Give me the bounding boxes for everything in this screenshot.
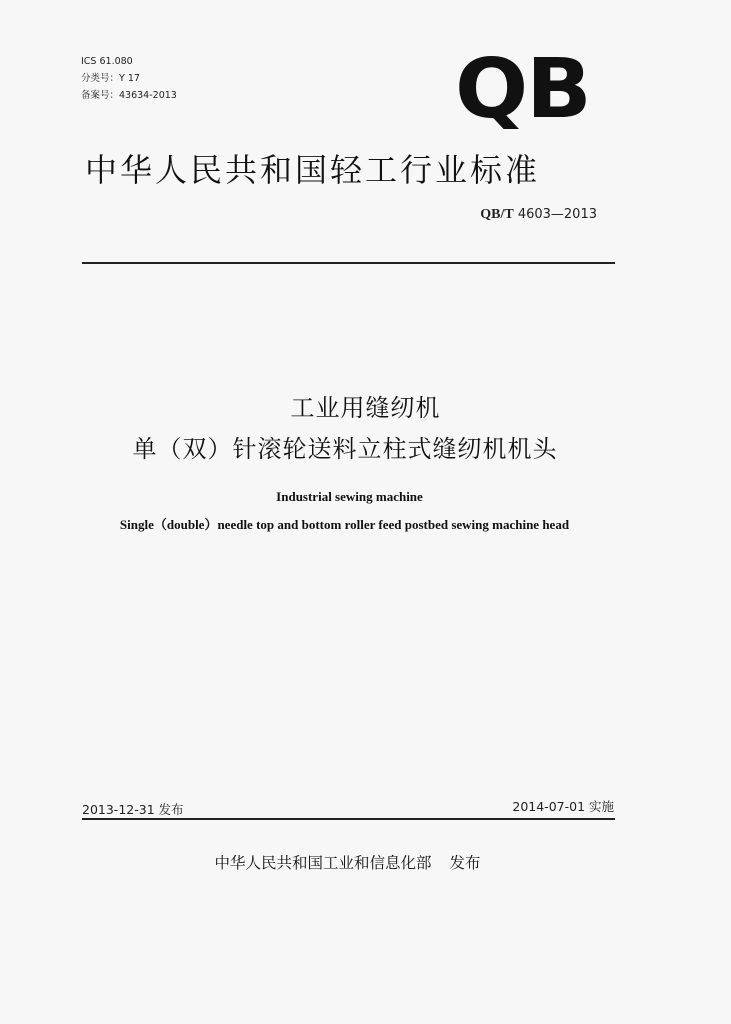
publisher-line: [0, 851, 695, 873]
standard-code: 4603—2013: [517, 207, 597, 222]
publisher-action: 发布: [449, 854, 481, 872]
standard-number: [480, 207, 597, 223]
bottom-divider: [82, 818, 615, 820]
title-english-line2: Single（double）needle top and bottom roller feed postbed sewing machine head: [119, 517, 570, 532]
standard-prefix: QB/T: [480, 207, 514, 222]
title-chinese-line1: 工业用缝纫机: [290, 394, 441, 422]
qb-logo: QB: [455, 42, 590, 137]
standard-header-title: 中华人民共和国轻工行业标准: [85, 151, 541, 189]
document-metadata: [81, 53, 177, 104]
title-chinese-line2: 单（双）针滚轮送料立柱式缝纫机机头: [132, 435, 558, 463]
top-divider: [82, 262, 615, 264]
title-english-line1: Industrial sewing machine: [276, 489, 423, 504]
classification-code: 分类号：Y 17: [81, 73, 140, 84]
filing-number: 备案号：43634-2013: [81, 90, 177, 101]
issue-date: 2013-12-31 发布: [82, 802, 184, 817]
ics-code: ICS 61.080: [81, 56, 133, 67]
implementation-date: 2014-07-01 实施: [512, 799, 614, 814]
publisher-name: 中华人民共和国工业和信息化部: [214, 854, 432, 872]
